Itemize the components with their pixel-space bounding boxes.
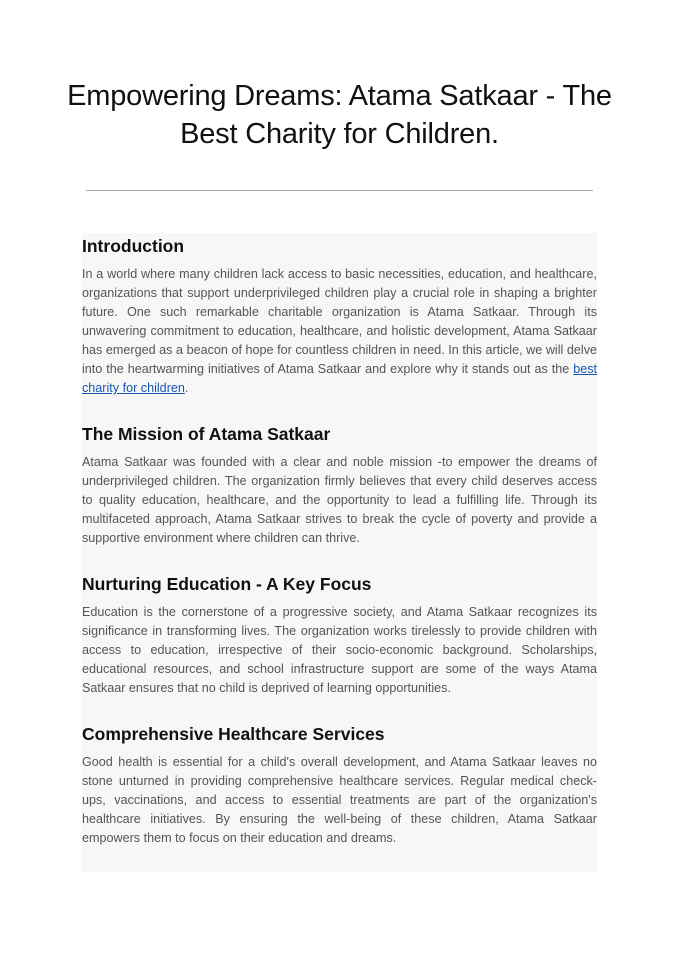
- section-heading: The Mission of Atama Satkaar: [82, 424, 331, 444]
- section-mission: [82, 423, 597, 548]
- section-healthcare: [82, 723, 597, 848]
- section-body: [82, 265, 597, 398]
- section-body-end: .: [184, 381, 189, 395]
- article-content: [82, 233, 597, 872]
- document-title: Empowering Dreams: Atama Satkaar - The Best Charity for Children.: [67, 80, 612, 150]
- section-body: Good health is essential for a child's overall development, and Atama Satkaar leaves no stone unturned in providing comprehensive healthcare services. Regular medical check-ups, vaccinations, and access to essential treatments are part of the organization's healthcare initiatives. By ensuring the well-being of these children, Atama Satkaar empowers them to focus on their education and dreams.: [82, 755, 597, 845]
- section-body: Atama Satkaar was founded with a clear and noble mission -to empower the dreams of underprivileged children. The organization firmly believes that every child deserves access to quality education, healthcare, and the opportunity to lead a fulfilling life. Through its multifaceted approach, Atama Satkaar strives to break the cycle of poverty and provide a supportive environment where children can thrive.: [82, 455, 597, 545]
- section-body-text: In a world where many children lack access to basic necessities, education, and healthcare, organizations that support underprivileged children play a crucial role in shaping a brighter future. One such remarkable charitable organization is Atama Satkaar. Through its unwavering commitment to education, healthcare, and holistic development, Atama Satkaar has emerged as a beacon of hope for countless children in need. In this article, we will delve into the heartwarming initiatives of Atama Satkaar and explore why it stands out as the: [82, 267, 597, 376]
- section-education: [82, 573, 597, 698]
- section-heading: Comprehensive Healthcare Services: [82, 724, 385, 744]
- title-divider: [86, 190, 593, 191]
- section-heading: Nurturing Education - A Key Focus: [82, 574, 372, 594]
- section-body: Education is the cornerstone of a progressive society, and Atama Satkaar recognizes its significance in transforming lives. The organization works tirelessly to provide children with access to education, irrespective of their socio-economic background. Scholarships, educational resources, and school infrastructure support are some of the ways Atama Satkaar ensures that no child is deprived of learning opportunities.: [82, 605, 597, 695]
- section-introduction: [82, 235, 597, 398]
- section-heading: Introduction: [82, 236, 185, 256]
- best-charity-link[interactable]: best charity for children: [82, 362, 597, 395]
